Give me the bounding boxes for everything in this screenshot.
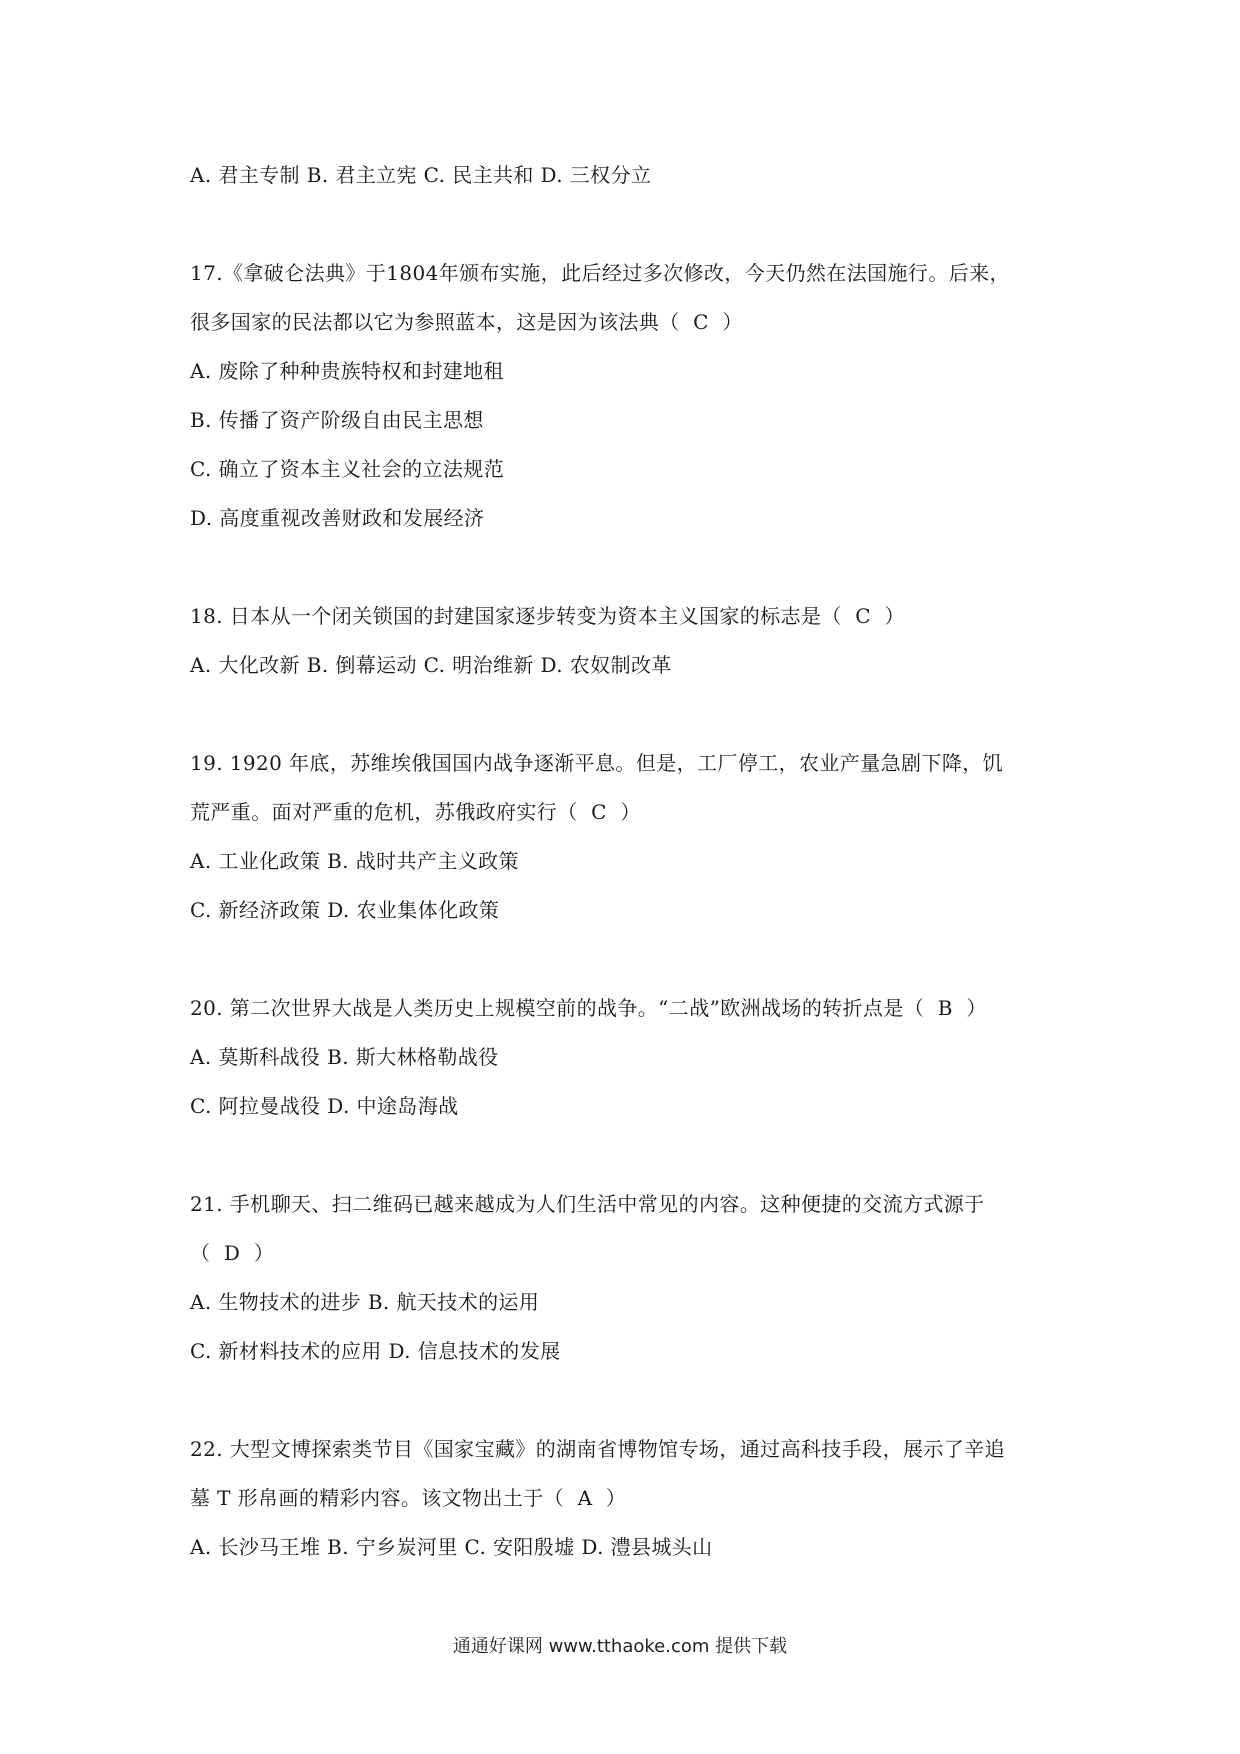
q20-stem: 20. 第二次世界大战是人类历史上规模空前的战争。“二战”欧洲战场的转折点是（ B ）: [190, 996, 987, 1020]
q20-options-ab: A. 莫斯科战役 B. 斯大林格勒战役: [190, 1045, 499, 1069]
q18-stem: 18. 日本从一个闭关锁国的封建国家逐步转变为资本主义国家的标志是（ C ）: [190, 604, 905, 628]
q18-options: A. 大化改新 B. 倒幕运动 C. 明治维新 D. 农奴制改革: [190, 653, 672, 677]
q16-options: A. 君主专制 B. 君主立宪 C. 民主共和 D. 三权分立: [190, 163, 652, 187]
q17-option-a: A. 废除了种种贵族特权和封建地租: [190, 359, 504, 383]
q17-option-c: C. 确立了资本主义社会的立法规范: [190, 457, 505, 481]
q20-options-cd: C. 阿拉曼战役 D. 中途岛海战: [190, 1094, 459, 1118]
q19-options-ab: A. 工业化政策 B. 战时共产主义政策: [190, 849, 519, 873]
page-footer: 通通好课网 www.tthaoke.com 提供下载: [452, 1636, 788, 1657]
q21-stem-line2: （ D ）: [190, 1241, 275, 1265]
q21-options-cd: C. 新材料技术的应用 D. 信息技术的发展: [190, 1339, 561, 1363]
q21-stem-line1: 21. 手机聊天、扫二维码已越来越成为人们生活中常见的内容。这种便捷的交流方式源于: [190, 1192, 985, 1216]
q17-option-d: D. 高度重视改善财政和发展经济: [190, 506, 485, 530]
q19-stem-line1: 19. 1920 年底，苏维埃俄国国内战争逐渐平息。但是，工厂停工，农业产量急剧下降，饥: [190, 751, 1004, 775]
q22-options: A. 长沙马王堆 B. 宁乡炭河里 C. 安阳殷墟 D. 澧县城头山: [190, 1535, 713, 1559]
q22-stem-line2: 墓 T 形帛画的精彩内容。该文物出土于（ A ）: [190, 1486, 627, 1510]
q17-stem-line2: 很多国家的民法都以它为参照蓝本，这是因为该法典（ C ）: [190, 310, 743, 334]
q17-option-b: B. 传播了资产阶级自由民主思想: [190, 408, 484, 432]
q19-stem-line2: 荒严重。面对严重的危机，苏俄政府实行（ C ）: [190, 800, 641, 824]
q22-stem-line1: 22. 大型文博探索类节目《国家宝藏》的湖南省博物馆专场，通过高科技手段，展示了辛追: [190, 1437, 1005, 1461]
q17-stem-line1: 17.《拿破仑法典》于1804年颁布实施，此后经过多次修改，今天仍然在法国施行。后来，: [190, 261, 1010, 285]
q21-options-ab: A. 生物技术的进步 B. 航天技术的运用: [190, 1290, 540, 1314]
q19-options-cd: C. 新经济政策 D. 农业集体化政策: [190, 898, 500, 922]
